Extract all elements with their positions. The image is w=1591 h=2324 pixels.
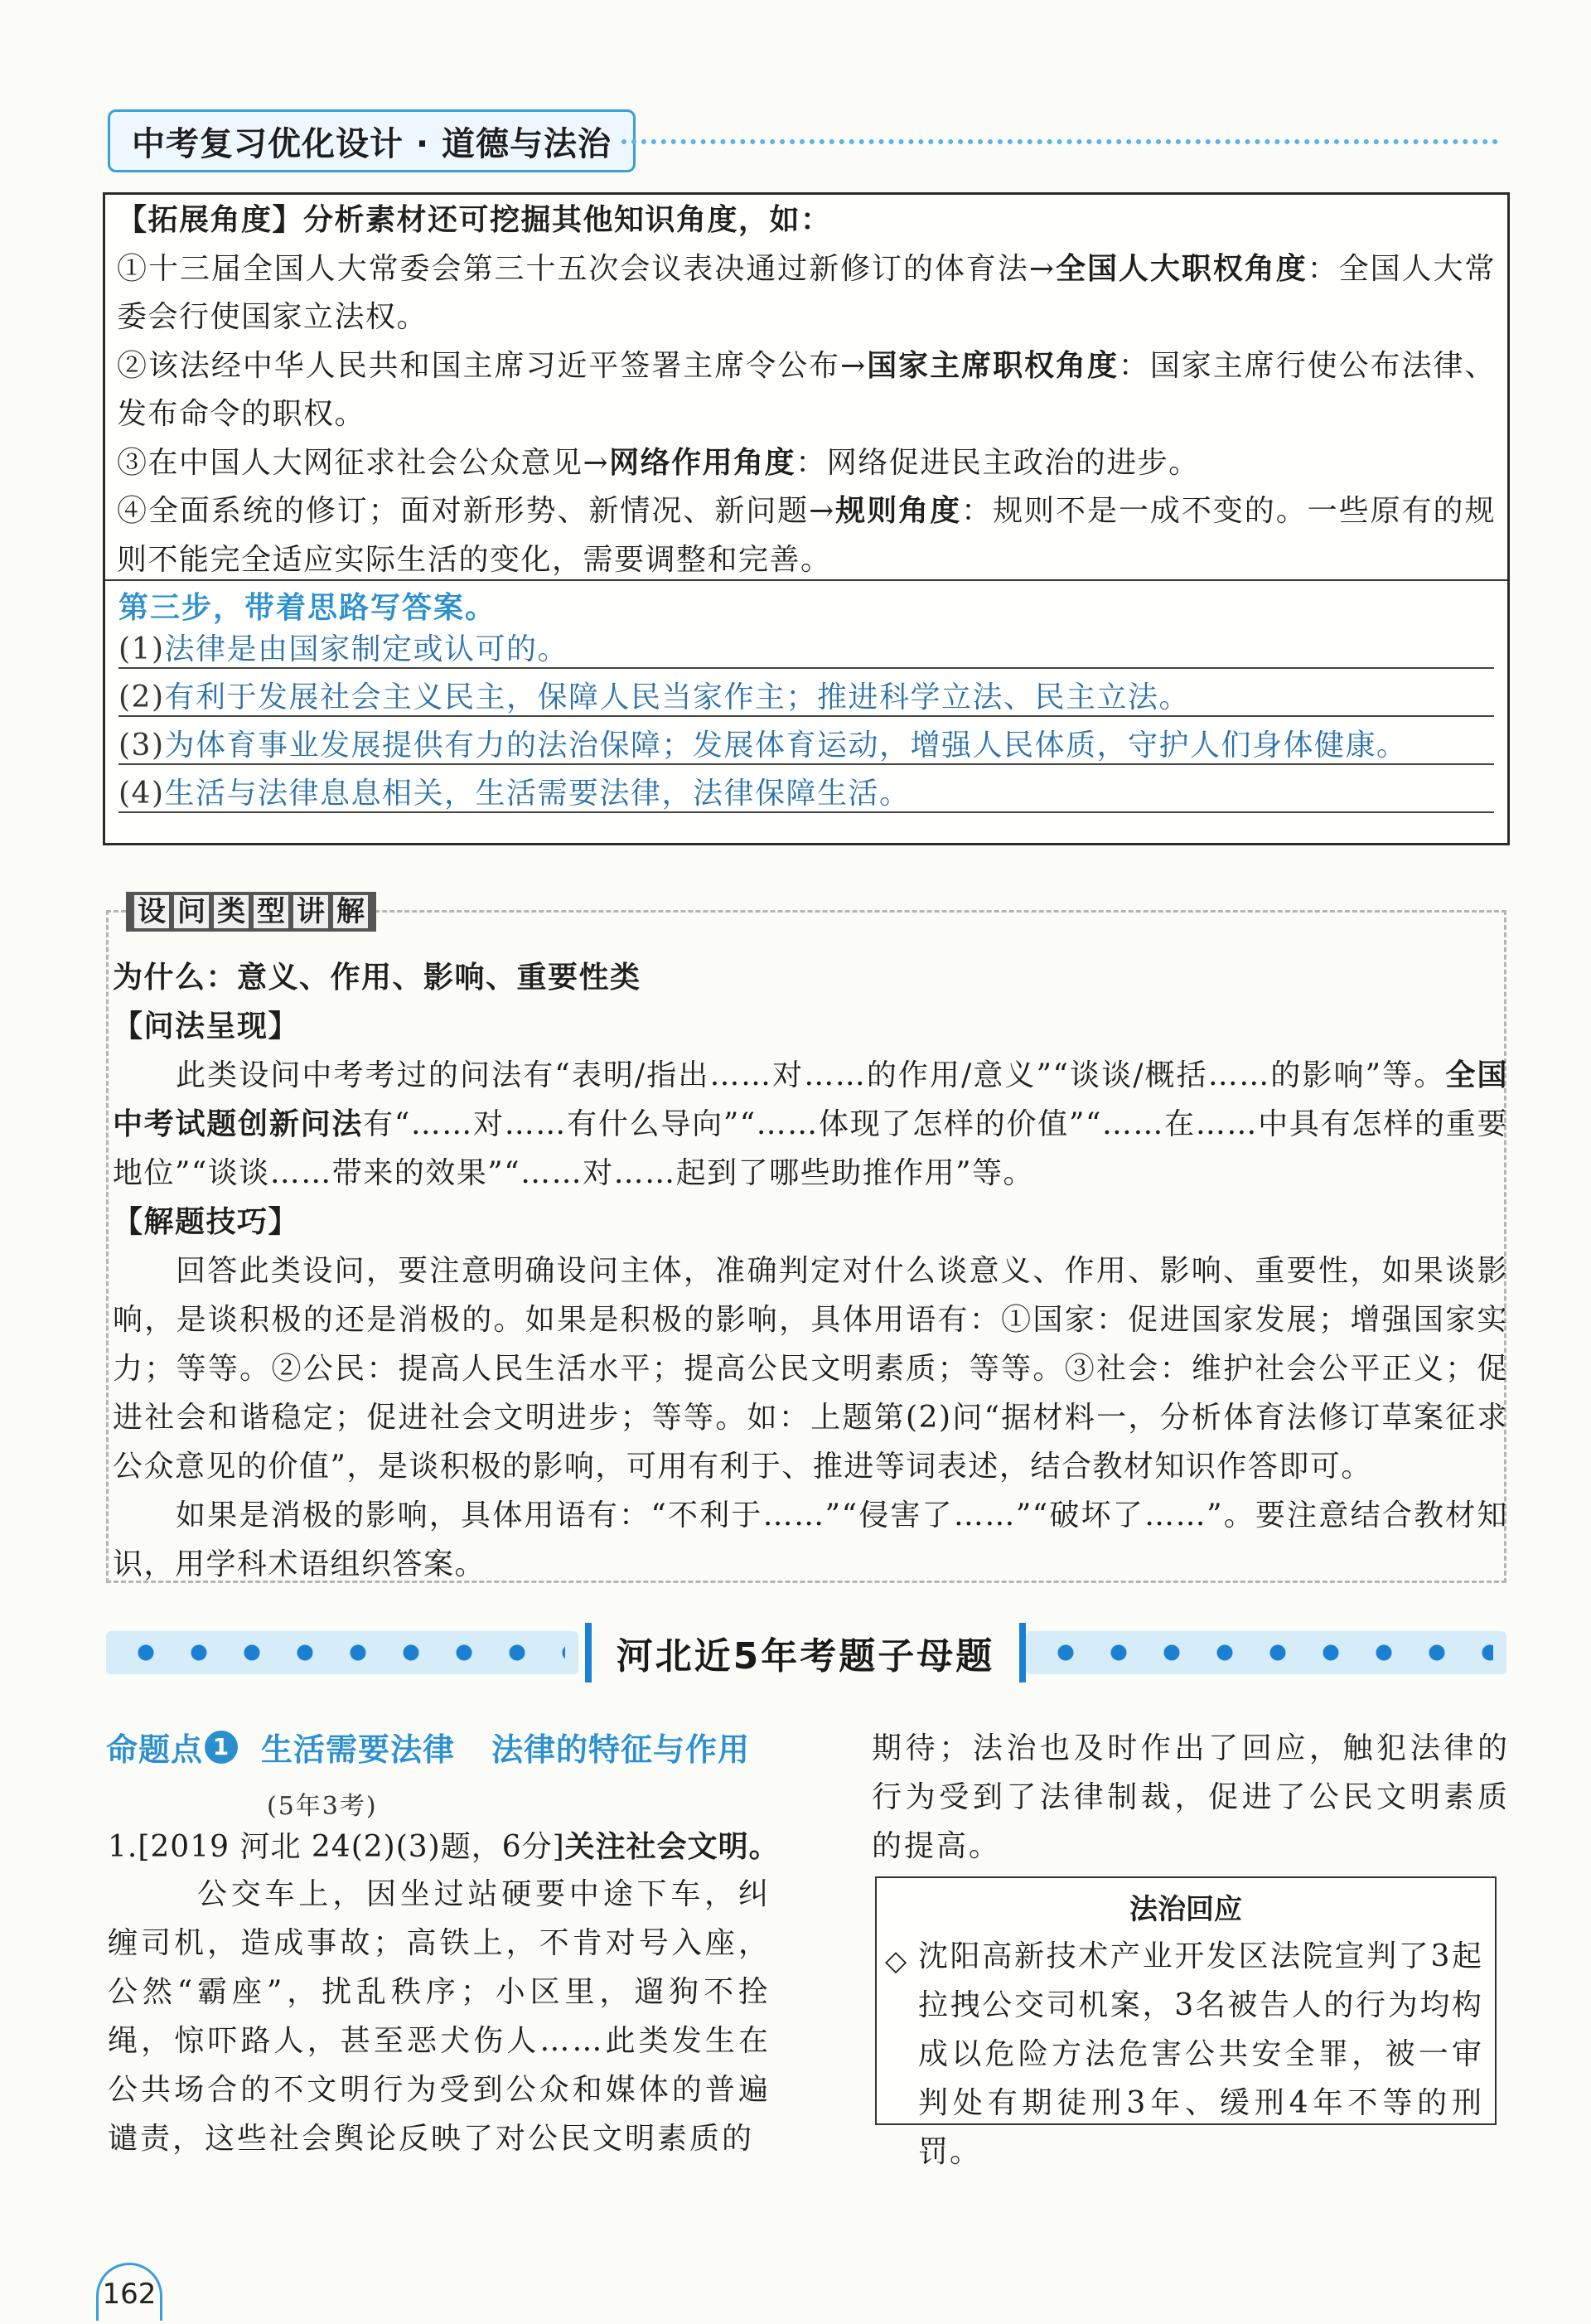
diamond-icon: ◇: [885, 1944, 909, 1978]
extension-item-4: [117, 487, 1496, 584]
question-type-tag: [126, 892, 376, 932]
material-paragraph-left: 公交车上，因坐过站硬要中途下车，纠缠司机，造成事故；高铁上，不肯对号入座，公然“霸座”，扰乱秩序；小区里，遛狗不拴绳，惊吓路人，甚至恶犬伤人……此类发生在公共场合的不文明行为受到公众和媒体的普遍谴责，这些社会舆论反映了对公民文明素质的: [108, 1877, 771, 2156]
topic-number-badge: 1: [205, 1731, 238, 1764]
item-pre: ③在中国人大网征求社会公众意见→: [117, 445, 610, 480]
answer-text: 为体育事业发展提供有力的法治保障；发展体育运动，增强人民体质，守护人们身体健康。: [164, 729, 1408, 763]
extension-text: [117, 196, 1496, 584]
tips-paragraph-2: 如果是消极的影响，具体用语有：“不利于……”“侵害了……”“破坏了……”。要注意结合教材知识，用学科术语组织答案。: [113, 1498, 1508, 1581]
question-type-text: [113, 953, 1508, 1589]
topic-label: 命题点: [106, 1731, 204, 1768]
tips-paragraph: 回答此类设问，要注意明确设问主体，准确判定对什么谈意义、作用、影响、重要性，如果谈影响，是谈积极的还是消极的。如果是积极的影响，具体用语有：①国家：促进国家发展；增强国家实力；等等。②公民：提高人民生活水平；提高公民文明素质；等等。③社会：维护社会公平正义；促进社会和谐稳定；促进社会文明进步；等等。如：上题第(2)问“据材料一，分析体育法修订草案征求公众意见的价值”，是谈积极的影响，可用有利于、推进等词表述，结合教材知识作答即可。: [113, 1254, 1508, 1484]
legal-response-title: 法治回应: [1129, 1893, 1242, 1926]
answer-line-2: [118, 679, 1494, 717]
item-bold: 网络作用角度: [609, 445, 796, 480]
answer-line-3: [118, 727, 1494, 765]
ask-style-paragraph: [113, 1051, 1508, 1198]
ask-style-bold: 全国中考试题创新问法: [113, 1058, 1508, 1141]
answer-text: 有利于发展社会主义民主，保障人民当家作主；推进科学立法、民主立法。: [164, 680, 1191, 714]
answer-num: (3): [118, 729, 165, 763]
item-pre: ①十三届全国人大常委会第三十五次会议表决通过新修订的体育法→: [117, 251, 1056, 286]
answer-line-4: [118, 775, 1494, 813]
item-pre: ④全面系统的修订；面对新形势、新情况、新问题→: [117, 494, 835, 528]
extension-lead-rest: 分析素材还可挖掘其他知识角度，如：: [303, 203, 832, 237]
banner-title: 河北近5年考题子母题: [616, 1635, 995, 1678]
legal-response-text: 沈阳高新技术产业开发区法院宣判了3起拉拽公交司机案，3名被告人的行为均构成以危险方法危害公共安全罪，被一审判处有期徒刑3年、缓刑4年不等的刑罚。: [918, 1939, 1483, 2169]
tag-char: 解: [333, 895, 368, 928]
item-post: ：国家主席行使公布法律、发布命令的职权。: [117, 348, 1496, 431]
box-separator: [105, 579, 1507, 581]
extension-item-1: [117, 245, 1496, 342]
header-dotted-line: [621, 139, 1498, 144]
header-title: 中考复习优化设计 · 道德与法治: [132, 124, 612, 163]
material-paragraph-right: 期待；法治也及时作出了回应，触犯法律的行为受到了法律制裁，促进了公民文明素质的提高。: [872, 1731, 1510, 1863]
answer-text: 法律是由国家制定或认可的。: [164, 632, 569, 666]
ask-style-text-a: 此类设问中考考过的问法有“表明/指出……对……的作用/意义”“谈谈/概括……的影响”等。: [176, 1058, 1446, 1092]
step3-heading: 第三步，带着思路写答案。: [118, 591, 497, 625]
ask-style-text-b: 有“……对……有什么导向”“……体现了怎样的价值”“……在……中具有怎样的重要地位”“谈谈……带来的效果”“……对……起到了哪些助推作用”等。: [113, 1107, 1508, 1190]
tag-char: 设: [134, 895, 169, 928]
item-pre: ②该法经中华人民共和国主席习近平签署主席令公布→: [117, 348, 867, 383]
tag-char: 问: [174, 895, 209, 928]
topic-title-2: 法律的特征与作用: [491, 1731, 751, 1768]
question-source: 1.[2019 河北 24(2)(3)题，6分]: [108, 1830, 565, 1864]
tag-char: 讲: [293, 895, 328, 928]
answer-num: (4): [118, 777, 165, 811]
item-bold: 规则角度: [834, 494, 962, 528]
legal-response-box: [875, 1876, 1497, 2169]
item-post: ：全国人大常委会行使国家立法权。: [117, 251, 1496, 334]
topic-heading: [106, 1724, 750, 1770]
answer-text: 生活与法律息息相关，生活需要法律，法律保障生活。: [164, 777, 911, 811]
answer-line-1: [118, 631, 1494, 669]
legal-response-body: [877, 1932, 1495, 2176]
item-post: ：网络促进民主政治的进步。: [796, 445, 1200, 480]
extension-lead: [117, 196, 1496, 245]
extension-box: [103, 192, 1510, 845]
extension-item-3: [117, 439, 1496, 488]
banner-title-box: [585, 1623, 1026, 1682]
header-title-tab: [108, 109, 636, 172]
tips-heading: 【解题技巧】: [113, 1205, 300, 1239]
exam-count: (5年3考): [267, 1792, 378, 1821]
topic-title-1: 生活需要法律: [261, 1731, 456, 1768]
page-number: 162: [96, 2263, 162, 2321]
section-banner: [106, 1624, 1506, 1681]
extension-lead-bold: 【拓展角度】: [117, 203, 304, 237]
tag-char: 类: [214, 895, 249, 928]
question-1-heading: [108, 1823, 780, 1866]
tag-char: 型: [254, 895, 288, 928]
question-type-heading: 为什么：意义、作用、影响、重要性类: [113, 961, 641, 995]
answer-num: (1): [118, 632, 165, 666]
item-post: ：规则不是一成不变的。一些原有的规则不能完全适应实际生活的变化，需要调整和完善。: [117, 494, 1496, 577]
extension-item-2: [117, 342, 1496, 439]
item-bold: 全国人大职权角度: [1055, 251, 1308, 286]
ask-style-heading: 【问法呈现】: [113, 1009, 300, 1043]
banner-dots-right: [1026, 1631, 1506, 1674]
question-topic: 关注社会文明。: [564, 1830, 780, 1864]
item-bold: 国家主席职权角度: [866, 348, 1119, 383]
banner-dots-left: [106, 1631, 578, 1674]
answer-num: (2): [118, 680, 165, 714]
